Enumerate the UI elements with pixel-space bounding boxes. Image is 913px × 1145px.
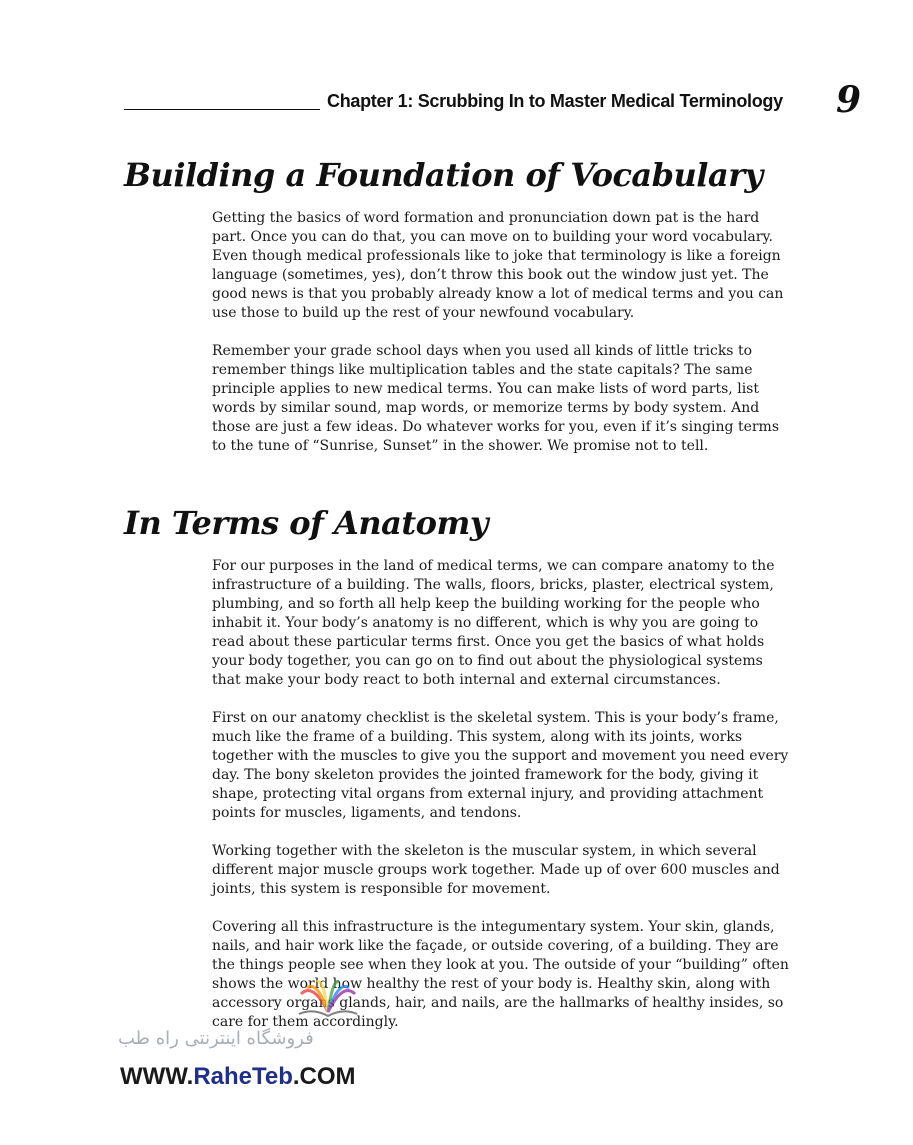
chapter-title: Chapter 1: Scrubbing In to Master Medical Terminology (327, 91, 783, 111)
page-number: 9 (836, 79, 862, 121)
paragraph: First on our anatomy checklist is the skeletal system. This is your body’s frame, much like the frame of a building. This system, along with its joints, works together with the muscles to give you the support and movement you need every day. The bony skeleton provides the jointed framework for the body, giving it shape, protecting vital organs from external injury, and providing attachment points for muscles, ligaments, and tendons. (212, 710, 789, 821)
open-book-rainbow-icon (293, 972, 363, 1022)
paragraph: Covering all this infrastructure is the integumentary system. Your skin, glands, nails, and hair work like the façade, or outside covering, of a building. They are the things people see when they look at you. The outside of your “building” often shows the world how healthy the rest of your body is. Healthy skin, along with accessory organs glands, hair, and nails, are the hallmarks of healthy insides, so care for them accordingly. (212, 919, 789, 1030)
header-rule (124, 109, 320, 110)
section-heading-vocabulary: Building a Foundation of Vocabulary (124, 156, 763, 194)
paragraph: Getting the basics of word formation and pronunciation down pat is the hard part. Once you can do that, you can move on to building your word vocabulary. Even though medical professionals like to joke that terminology is like a foreign language (sometimes, yes), don’t throw this book out the window just yet. The good news is that you probably already know a lot of medical terms and you can use those to build up the rest of your newfound vocabulary. (212, 210, 784, 321)
url-prefix: WWW. (120, 1063, 194, 1090)
paragraph: For our purposes in the land of medical terms, we can compare anatomy to the infrastructure of a building. The walls, floors, bricks, plaster, electrical system, plumbing, and so forth all help keep the building working for the people who inhabit it. Your body’s anatomy is no different, which is why you are going to read about these particular terms first. Once you get the basics of what holds your body together, you can go on to find out about the physiological systems that make your body react to both internal and external circumstances. (212, 558, 775, 688)
watermark-url[interactable] (120, 1063, 356, 1091)
watermark (110, 1025, 410, 1095)
section-heading-anatomy: In Terms of Anatomy (124, 504, 488, 542)
watermark-persian-text: فروشگاه اینترنتی راه طب (118, 1028, 314, 1049)
running-head (124, 88, 794, 118)
paragraph: Remember your grade school days when you used all kinds of little tricks to remember things like multiplication tables and the state capitals? The same principle applies to new medical terms. You can make lists of word parts, list words by similar sound, map words, or memorize terms by body system. And those are just a few ideas. Do whatever works for you, even if it’s singing terms to the tune of “Sunrise, Sunset” in the shower. We promise not to tell. (212, 343, 780, 454)
section-body-vocabulary (212, 209, 792, 475)
url-suffix: .COM (292, 1063, 356, 1090)
url-brand: RaheTeb (193, 1063, 293, 1090)
paragraph: Working together with the skeleton is the muscular system, in which several different major muscle groups work together. Made up of over 600 muscles and joints, this system is responsible for movement. (212, 843, 780, 897)
